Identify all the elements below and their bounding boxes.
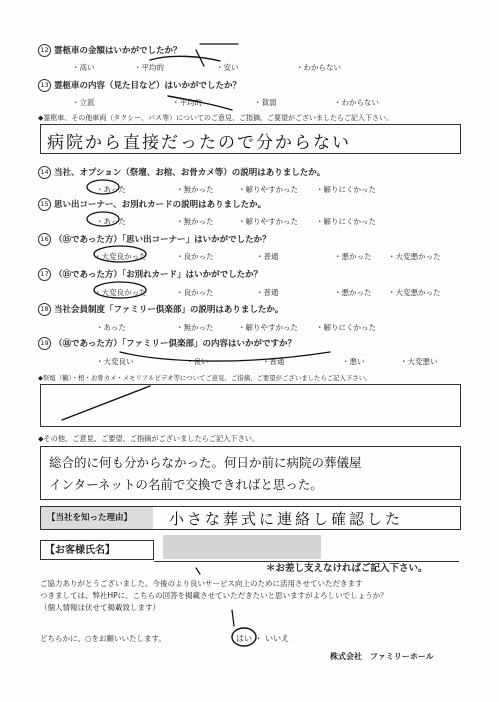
thanks-line-3: （個人情報は伏せて掲載致します） [40, 603, 160, 612]
question-16: 16 （⑮であった方）「思い出コーナー」はいかがでしたか？ [38, 233, 271, 246]
vehicle-comment-prompt: ◆霊柩車、その他車両（タクシー、バス等）についてのご意見、ご指摘、ご要望がございましたらご記入下さい。 [38, 114, 393, 122]
question-14: 14 当社、オプション（祭壇、お棺、お骨カメ等）の説明はありましたか。 [38, 166, 325, 179]
name-label: 【お客様氏名】 [40, 540, 154, 560]
question-13: 13 霊柩車の内容（見た目など）はいかがでしたか？ [38, 79, 241, 92]
options-comment-prompt: ◆祭壇（鶴）・棺・お骨カメ・メモリアルビデオ等についてご意見、ご指摘、ご要望がございましたらご記入下さい。 [38, 374, 372, 382]
option[interactable]: ・大変良かった [94, 252, 147, 261]
option[interactable]: ・解りやすかった [238, 323, 298, 332]
option[interactable]: ・立派 [72, 98, 95, 107]
other-comment-answer-line2: インターネットの名前で交換できればと思った。 [49, 477, 323, 492]
question-14-text: 当社、オプション（祭壇、お棺、お骨カメ等）の説明はありましたか。 [54, 168, 326, 178]
option[interactable]: ・悪い [342, 357, 365, 366]
vehicle-comment-answer: 病院から直接だったので分からない [47, 133, 351, 153]
source-label: 【当社を知った理由】 [41, 507, 153, 529]
option[interactable]: ・無かった [176, 185, 214, 194]
option[interactable]: ・良い [186, 357, 209, 366]
question-18-text: 当社会員制度「ファミリー倶楽部」の説明はありましたか。 [54, 305, 284, 315]
question-17-text: （⑮であった方）「お別れカード」はいかがでしたか？ [54, 270, 263, 280]
option[interactable]: ・解りにくかった [316, 323, 376, 332]
option[interactable]: ・貧弱 [254, 98, 277, 107]
question-12-text: 霊柩車の金額はいかがでしたか？ [54, 46, 182, 56]
option[interactable]: ・良かった [176, 252, 214, 261]
option[interactable]: ・あった [96, 185, 126, 194]
question-13-text: 霊柩車の内容（見た目など）はいかがでしたか？ [54, 81, 242, 91]
source-answer[interactable]: 小さな葬式に連絡し確認した [169, 510, 404, 528]
option[interactable]: ・普通 [256, 288, 279, 297]
question-15: 15 思い出コーナー、お別れカードの説明はありましたか。 [38, 198, 266, 211]
option[interactable]: ・無かった [176, 323, 214, 332]
question-12: 12 霊柩車の金額はいかがでしたか？ [38, 44, 182, 57]
option[interactable]: ・安い [216, 63, 239, 72]
thanks-line-2: つきましては、弊社HPに、こちらの回答を掲載させていただきたいと思いますがよろしいでしょうか？ [40, 591, 388, 600]
option[interactable]: ・解りにくかった [316, 217, 376, 226]
yes-no-choice[interactable]: はい ・ いいえ [236, 634, 290, 643]
option[interactable]: ・わからない [296, 63, 341, 72]
other-comment-prompt: ◆その他、ご意見、ご要望、ご指摘がございましたらご記入下さい。 [38, 434, 260, 443]
option[interactable]: ・無かった [176, 217, 214, 226]
option[interactable]: ・悪かった [334, 288, 372, 297]
question-17: 17 （⑮であった方）「お別れカード」はいかがでしたか？ [38, 268, 262, 281]
option[interactable]: ・大変悪かった [388, 288, 441, 297]
name-note: ＊お差し支えなければご記入下さい。 [266, 563, 428, 574]
option[interactable]: ・大変悪い [400, 357, 438, 366]
option[interactable]: ・大変良い [96, 357, 134, 366]
option[interactable]: ・大変悪かった [388, 252, 441, 261]
choose-instruction: どちらかに、○をお願いいたします。 [40, 634, 166, 643]
option[interactable]: ・悪かった [334, 252, 372, 261]
option[interactable]: ・解りやすかった [238, 185, 298, 194]
option[interactable]: ・高い [72, 63, 95, 72]
question-19-text: （⑱であった方）「ファミリー倶楽部」の内容はいかがですか？ [54, 339, 296, 349]
option[interactable]: ・解りやすかった [238, 217, 298, 226]
question-19: 19 （⑱であった方）「ファミリー倶楽部」の内容はいかがですか？ [38, 337, 296, 350]
option[interactable]: ・解りにくかった [316, 185, 376, 194]
option[interactable]: ・良かった [176, 288, 214, 297]
option[interactable]: ・あった [96, 217, 126, 226]
option[interactable]: ・大変良かった [94, 288, 147, 297]
option[interactable]: ・あった [96, 323, 126, 332]
option[interactable]: ・平均的 [172, 98, 202, 107]
option[interactable]: ・平均的 [134, 63, 164, 72]
question-15-text: 思い出コーナー、お別れカードの説明はありましたか。 [54, 200, 267, 210]
option[interactable]: ・普通 [256, 252, 279, 261]
question-18: 18 当社会員制度「ファミリー倶楽部」の説明はありましたか。 [38, 303, 283, 316]
question-16-text: （⑮であった方）「思い出コーナー」はいかがでしたか？ [54, 235, 271, 245]
thanks-line-1: ご協力ありがとうございました。今後のより良いサービス向上のために活用させていただきます [40, 579, 363, 588]
option[interactable]: ・普通 [262, 357, 285, 366]
option[interactable]: ・わからない [334, 98, 379, 107]
company-name: 株式会社 ファミリーホール [330, 652, 434, 661]
other-comment-answer-line1: 総合的に何も分からなかった。何日か前に病院の葬儀屋 [49, 455, 362, 470]
